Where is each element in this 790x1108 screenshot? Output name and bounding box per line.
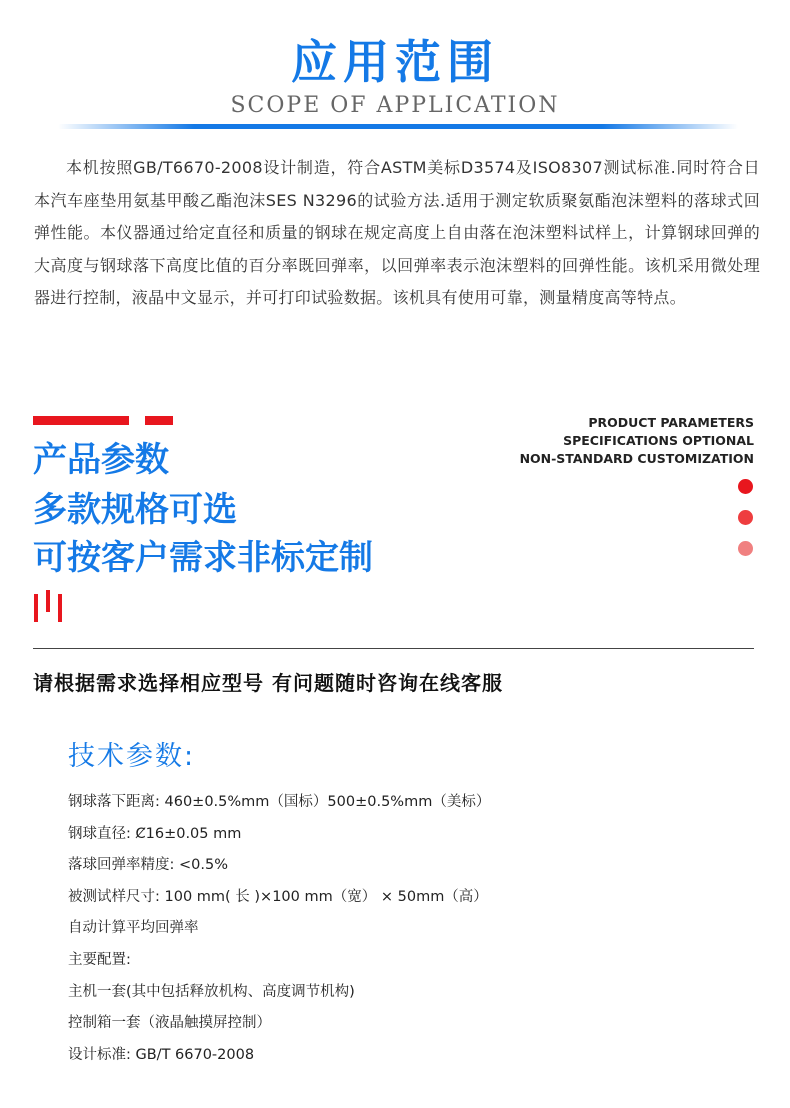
- spec-design-standard: 设计标准: GB/T 6670-2008: [68, 1046, 255, 1063]
- spec-main-unit: 主机一套(其中包括释放机构、高度调节机构): [68, 983, 355, 1000]
- title-underline: [58, 124, 738, 129]
- intro-paragraph: 本机按照GB/T6670-2008设计制造，符合ASTM美标D3574及ISO8307测试标准.同时符合日本汽车座垫用氨基甲酸乙酯泡沫SES N3296的试验方法.适用于测定软质聚氨酯泡沫塑料的落球式回弹性能。本仪器通过给定直径和质量的钢球在规定高度上自由落在泡沫塑料试样上，计算钢球回弹的大高度与钢球落下高度比值的百分率既回弹率，以回弹率表示泡沫塑料的回弹性能。该机采用微处理器进行控制，液晶中文显示，并可打印试验数据。该机具有使用可靠，测量精度高等特点。: [34, 158, 760, 307]
- spec-control-box: 控制箱一套（液晶触摸屏控制）: [68, 1015, 271, 1032]
- customization-heading: 可按客户需求非标定制: [33, 538, 373, 578]
- scope-subtitle: SCOPE OF APPLICATION: [230, 93, 560, 118]
- red-tick-marks-icon: [33, 590, 63, 622]
- spec-sample-size: 被测试样尺寸: 100 mm( 长 )×100 mm（宽） × 50mm（高）: [68, 888, 488, 905]
- pink-dot-icon: [738, 541, 753, 556]
- product-params-heading: 产品参数: [33, 440, 169, 480]
- customization-en: NON-STANDARD CUSTOMIZATION: [519, 451, 754, 466]
- section-divider: [33, 648, 754, 649]
- spec-drop-distance: 钢球落下距离: 460±0.5%mm（国标）500±0.5%mm（美标）: [68, 794, 491, 810]
- spec-list: [68, 787, 490, 1071]
- spec-auto-average: 自动计算平均回弹率: [68, 920, 199, 937]
- product-params-en: PRODUCT PARAMETERS: [588, 415, 754, 430]
- red-accent-bar-short: [145, 416, 173, 425]
- spec-main-config-label: 主要配置:: [68, 951, 131, 968]
- select-model-notice: 请根据需求选择相应型号 有问题随时咨询在线客服: [33, 671, 503, 695]
- tech-params-title: 技术参数:: [68, 741, 196, 772]
- specs-optional-heading: 多款规格可选: [33, 490, 237, 530]
- spec-rebound-accuracy: 落球回弹率精度: <0.5%: [68, 857, 228, 874]
- red-dot-icon: [738, 510, 753, 525]
- red-accent-bar: [33, 416, 129, 425]
- specs-optional-en: SPECIFICATIONS OPTIONAL: [563, 433, 754, 448]
- red-dot-icon: [738, 479, 753, 494]
- scope-title: 应用范围: [291, 35, 499, 89]
- spec-ball-diameter: 钢球直径: Ȼ16±0.05 mm: [68, 825, 242, 842]
